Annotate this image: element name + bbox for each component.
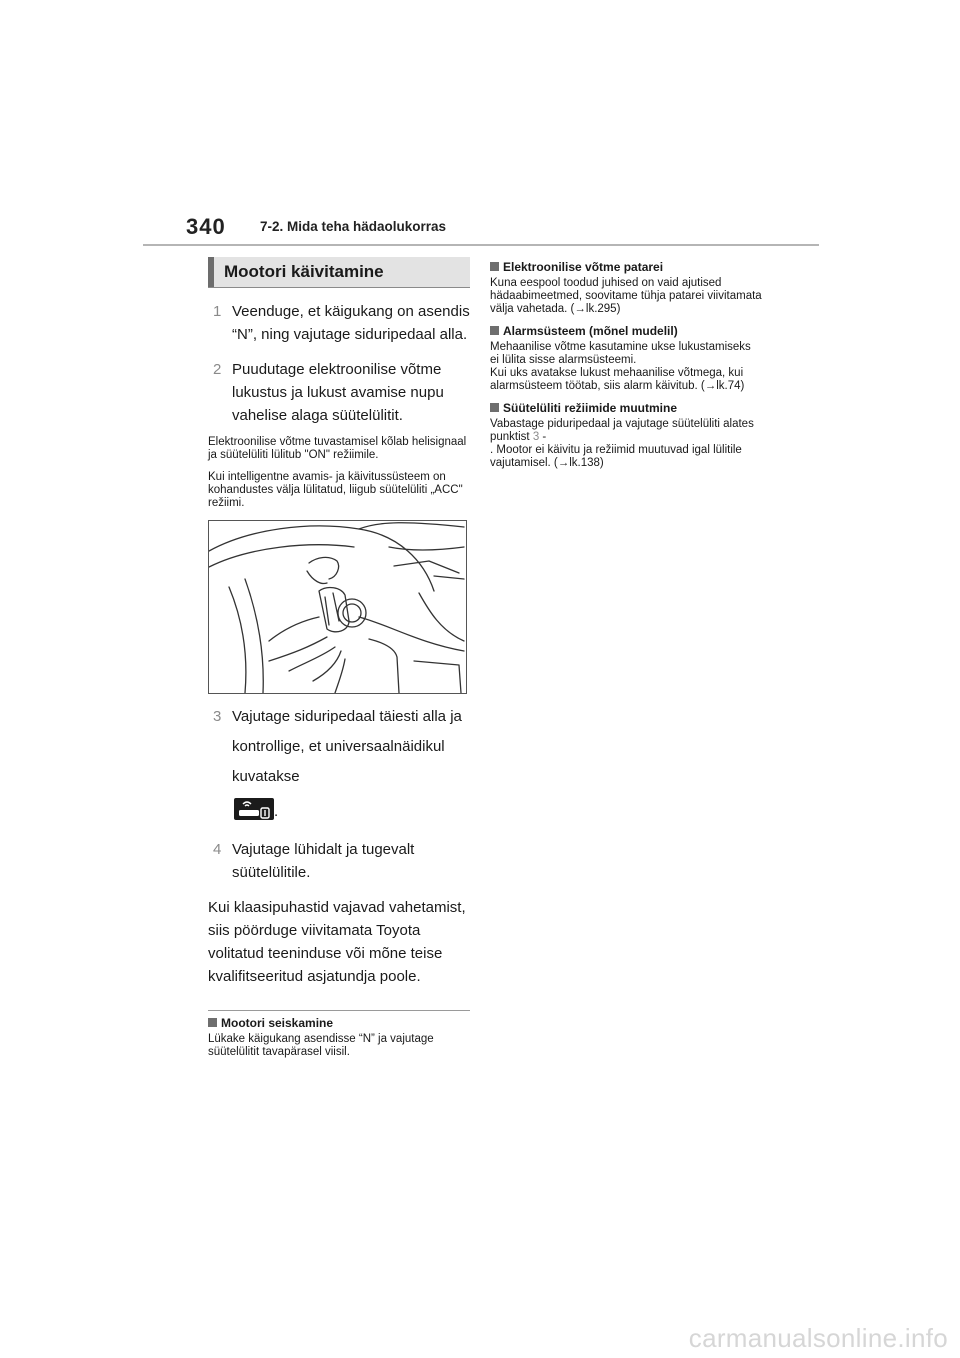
note-key-detected: Elektroonilise võtme tuvastamisel kõlab helisignaal ja süütelüliti lülitub "ON" režiimile. (208, 436, 467, 461)
left-column (208, 257, 470, 1059)
header-divider (143, 244, 819, 246)
step-text: Vajutage siduripedaal täiesti alla ja kontrollige, et universaalnäidikul kuvatakse (232, 708, 462, 785)
subsection-heading-modes: Süütelüliti režiimide muutmine (490, 401, 762, 416)
step-4 (208, 838, 470, 884)
subsection-body-stop: Lükake käigukang asendisse “N” ja vajutage süütelülitit tavapärasel viisil. (208, 1033, 434, 1058)
step-text: Vajutage lühidalt ja tugevalt süütelülitile. (232, 841, 415, 881)
arrow-icon: → (704, 380, 717, 392)
subsection-heading-battery: Elektroonilise võtme patarei (490, 260, 762, 275)
page-number: 340 (186, 214, 226, 239)
subsection-body-modes: Vabastage piduripedaal ja vajutage süütelüliti alates punktist 3 - . Mootor ei käivitu ja režiimid muutuvad igal lülitile vajutamisel. (→lk.138) (490, 418, 754, 469)
running-title: 7-2. Mida teha hädaolukorras (260, 219, 447, 234)
step-number: 1 (213, 303, 222, 320)
subsection-body-battery: Kuna eespool toodud juhised on vaid ajutised hädaabimeetmed, soovitame tühja patarei viivitamata välja vahetada. (→lk.295) (490, 277, 762, 315)
watermark: carmanualsonline.info (688, 1323, 948, 1353)
section-title-rule (208, 287, 470, 288)
right-column (490, 255, 762, 478)
arrow-icon: → (574, 303, 586, 315)
modes-block (490, 401, 762, 470)
step-text: Veenduge, et käigukang on asendis “N”, ning vajutage siduripedaal alla. (232, 303, 470, 343)
step-number: 3 (213, 708, 222, 725)
wiper-paragraph: Kui klaasipuhastid vajavad vahetamist, siis pöörduge viivitamata Toyota volitatud teeninduse või mõne teise kvalifitseeritud asjatundja poole. (208, 899, 466, 985)
square-bullet-icon (490, 326, 499, 335)
step-number: 4 (213, 841, 222, 858)
illustration-svg (209, 521, 466, 693)
subsection-divider (208, 1010, 470, 1011)
square-bullet-icon (490, 403, 499, 412)
square-bullet-icon (208, 1018, 217, 1027)
step-number: 2 (213, 361, 222, 378)
step-reference: 3 (532, 431, 540, 443)
step-3-tail: . (274, 802, 279, 820)
step-text: Puudutage elektroonilise võtme lukustus ja lukust avamise nupu vahelise alaga süütelülitit. (232, 361, 444, 424)
section-title: Mootori käivitamine (208, 257, 470, 287)
step-1 (208, 300, 470, 346)
battery-block (490, 260, 762, 316)
square-bullet-icon (490, 262, 499, 271)
subsection-heading-stop: Mootori seiskamine (208, 1016, 470, 1031)
key-detected-indicator-icon (234, 798, 274, 826)
alarm-block (490, 324, 762, 393)
arrow-icon: → (557, 457, 570, 469)
step-2 (208, 358, 470, 427)
step-3 (208, 702, 470, 826)
subsection-heading-alarm: Alarmsüsteem (mõnel mudelil) (490, 324, 762, 339)
indicator-line (232, 798, 470, 826)
subsection-body-alarm: Mehaanilise võtme kasutamine ukse lukustamiseks ei lülita sisse alarmsüsteemi. Kui uks avatakse lukust mehaanilise võtmega, kui alarmsüsteem töötab, siis alarm käivitub. (→lk.74) (490, 341, 751, 392)
note-smart-entry-disabled: Kui intelligentne avamis- ja käivitussüsteem on kohandustes välja lülitatud, liigub süütelüliti „ACC" režiimi. (208, 471, 463, 509)
key-touching-ignition-switch-illustration (208, 520, 467, 694)
